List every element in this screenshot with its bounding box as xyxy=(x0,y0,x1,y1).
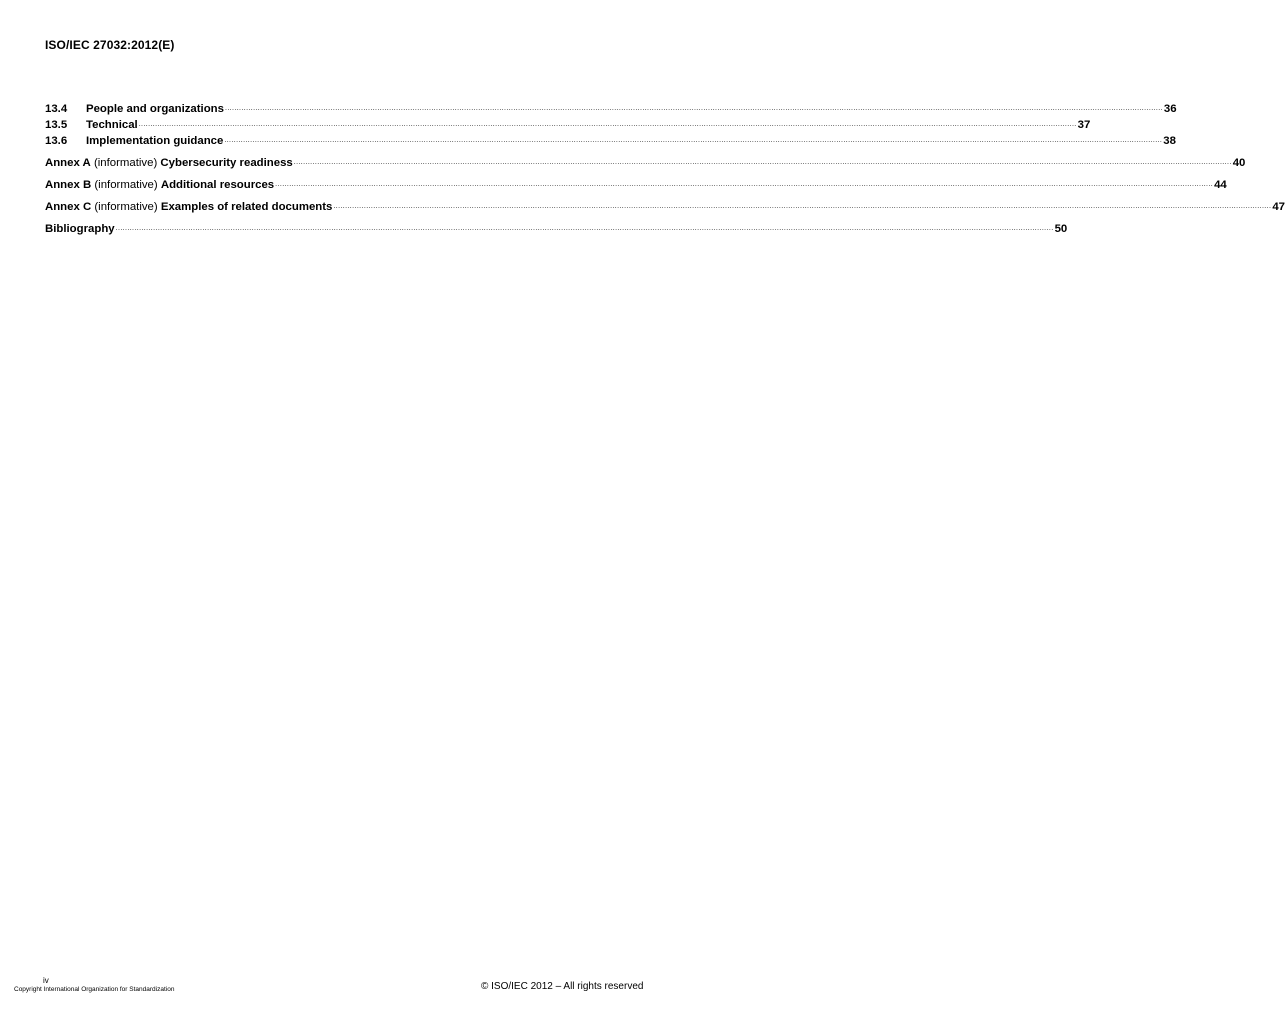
toc-entry-page: 44 xyxy=(1214,179,1227,191)
toc-entry-page: 47 xyxy=(1272,201,1285,213)
toc-entry-title: Implementation guidance xyxy=(86,135,224,147)
copyright-notice: © ISO/IEC 2012 – All rights reserved xyxy=(481,981,644,992)
annex-label: Annex C xyxy=(45,201,92,213)
toc-entry-annex-b[interactable] xyxy=(45,177,1227,193)
toc-entry-page: 37 xyxy=(1077,119,1091,131)
annex-label: Annex A xyxy=(45,157,91,169)
toc-entry-number: 13.4 xyxy=(45,103,68,115)
toc-entry[interactable] xyxy=(45,133,1176,149)
toc-entry-page: 38 xyxy=(1163,135,1176,147)
annex-status: (informative) xyxy=(94,201,158,213)
copyright-holder: Copyright International Organization for Standardization xyxy=(14,986,175,993)
toc-entry-title: Technical xyxy=(86,119,138,131)
toc-entry-title: Additional resources xyxy=(160,179,275,191)
toc-entry-page: 36 xyxy=(1163,103,1177,115)
dot-leader: ................................................................................................................................................................................................................................................................................................................................................................................................................ xyxy=(224,105,1163,112)
toc-entry-number: 13.6 xyxy=(45,135,68,147)
annex-status: (informative) xyxy=(93,157,158,169)
toc-entry[interactable] xyxy=(45,101,1177,117)
toc-entry-page: 40 xyxy=(1232,157,1246,169)
dot-leader: ................................................................................................................................................................................................................................................................................................................................................................................................................ xyxy=(333,203,1272,210)
toc-entry-title: Examples of related documents xyxy=(160,201,333,213)
dot-leader: ................................................................................................................................................................................................................................................................................................................................................................................................................ xyxy=(115,225,1054,232)
dot-leader: ................................................................................................................................................................................................................................................................................................................................................................................................................ xyxy=(224,137,1163,144)
toc-entry-page: 50 xyxy=(1054,223,1068,235)
annex-label: Annex B xyxy=(45,179,92,191)
toc-entry-number: 13.5 xyxy=(45,119,68,131)
dot-leader: ................................................................................................................................................................................................................................................................................................................................................................................................................ xyxy=(138,121,1077,128)
toc-entry[interactable] xyxy=(45,117,1091,133)
annex-status: (informative) xyxy=(94,179,158,191)
dot-leader: ................................................................................................................................................................................................................................................................................................................................................................................................................ xyxy=(275,181,1214,188)
toc-entry-title: People and organizations xyxy=(86,103,224,115)
dot-leader: ................................................................................................................................................................................................................................................................................................................................................................................................................ xyxy=(293,159,1232,166)
toc-entry-annex-c[interactable] xyxy=(45,199,1285,215)
table-of-contents xyxy=(45,101,1285,237)
toc-entry-title: Bibliography xyxy=(45,223,115,235)
page-number: iv xyxy=(43,976,49,985)
toc-entry-annex-a[interactable] xyxy=(45,155,1246,171)
toc-entry-title: Cybersecurity readiness xyxy=(160,157,293,169)
toc-entry-bibliography[interactable] xyxy=(45,221,1068,237)
document-header: ISO/IEC 27032:2012(E) xyxy=(45,38,175,52)
